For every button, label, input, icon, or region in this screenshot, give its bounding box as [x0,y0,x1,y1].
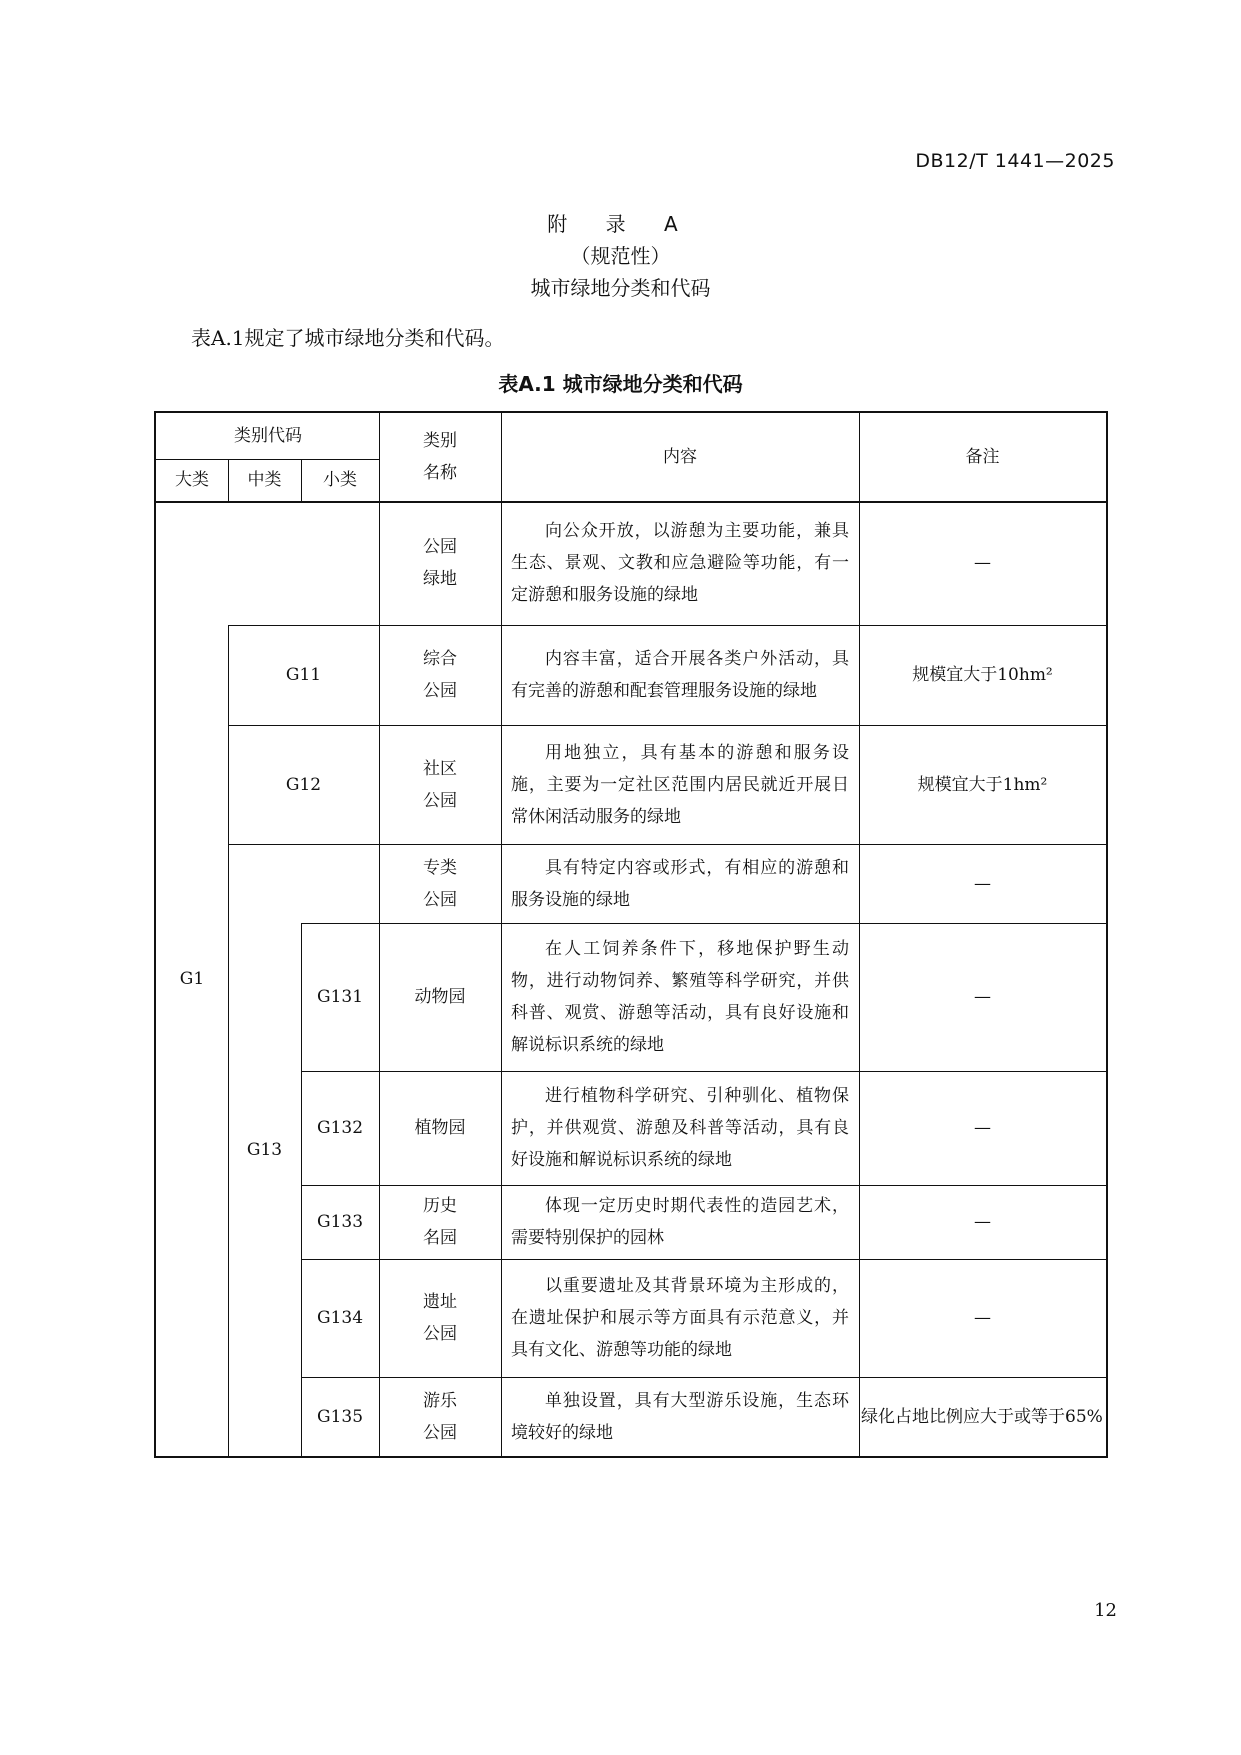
row-content: 以重要遗址及其背景环境为主形成的，在遗址保护和展示等方面具有示范意义，并具有文化、游憩等功能的绿地 [511,1276,849,1360]
row-name: 社区公园 [422,758,457,811]
table-caption: 表A.1 城市绿地分类和代码 [498,372,743,396]
row-remark: — [974,1212,991,1232]
medium-code-cell: G13 [246,1140,283,1160]
standard-number: DB12/T 1441—2025 [915,150,1115,172]
row-remark: 规模宜大于10hm² [912,665,1053,685]
appendix-label: 附 录 A [547,212,694,236]
header-content: 内容 [663,447,697,467]
appendix-title: 城市绿地分类和代码 [530,276,711,300]
row-remark: — [974,987,991,1007]
row-content: 在人工饲养条件下，移地保护野生动物，进行动物饲养、繁殖等科学研究，并供科普、观赏、游憩等活动，具有良好设施和解说标识系统的绿地 [511,939,849,1055]
row-name: 综合公园 [422,649,457,701]
row-remark: — [974,1308,991,1328]
row-code: G135 [316,1406,364,1427]
intro-paragraph: 表A.1规定了城市绿地分类和代码。 [191,326,505,350]
row-content: 进行植物科学研究、引种驯化、植物保护，并供观赏、游憩及科普等活动，具有良好设施和解说标识系统的绿地 [511,1086,849,1170]
header-minor: 小类 [323,470,357,490]
row-content: 内容丰富，适合开展各类户外活动，具有完善的游憩和配套管理服务设施的绿地 [511,649,849,701]
classification-table [154,411,1108,1458]
row-name: 历史名园 [422,1196,457,1248]
row-remark: 绿化占地比例应大于或等于65% [861,1406,1103,1427]
appendix-normative: （规范性） [570,244,671,268]
row-remark: 规模宜大于1hm² [917,774,1048,795]
header-major: 大类 [175,470,209,490]
row-content: 体现一定历史时期代表性的造园艺术，需要特别保护的园林 [511,1196,849,1248]
row-name: 动物园 [414,987,466,1007]
row-code: G11 [285,665,322,685]
row-name: 公园绿地 [422,537,457,589]
row-name: 专类公园 [422,857,457,910]
row-content: 向公众开放，以游憩为主要功能，兼具生态、景观、文教和应急避险等功能，有一定游憩和服务设施的绿地 [511,521,849,605]
row-name: 植物园 [414,1118,466,1138]
header-name: 类别名称 [422,431,457,483]
row-name: 遗址公园 [422,1292,457,1344]
header-remark: 备注 [965,447,1000,467]
row-code: G133 [316,1212,364,1232]
row-code: G132 [316,1118,364,1138]
major-code-cell: G1 [179,968,205,989]
row-content: 单独设置，具有大型游乐设施，生态环境较好的绿地 [511,1390,849,1443]
header-category-code: 类别代码 [234,426,302,446]
row-code: G134 [316,1308,364,1328]
row-remark: — [974,553,991,573]
row-code: G12 [285,774,322,795]
page-number: 12 [1094,1600,1117,1621]
row-remark: — [974,873,991,894]
row-name: 游乐公园 [422,1390,457,1443]
header-medium: 中类 [247,470,282,490]
row-content: 具有特定内容或形式，有相应的游憩和服务设施的绿地 [511,857,849,910]
row-code: G131 [316,987,364,1007]
row-content: 用地独立，具有基本的游憩和服务设施，主要为一定社区范围内居民就近开展日常休闲活动服务的绿地 [511,742,849,827]
row-remark: — [974,1118,991,1138]
